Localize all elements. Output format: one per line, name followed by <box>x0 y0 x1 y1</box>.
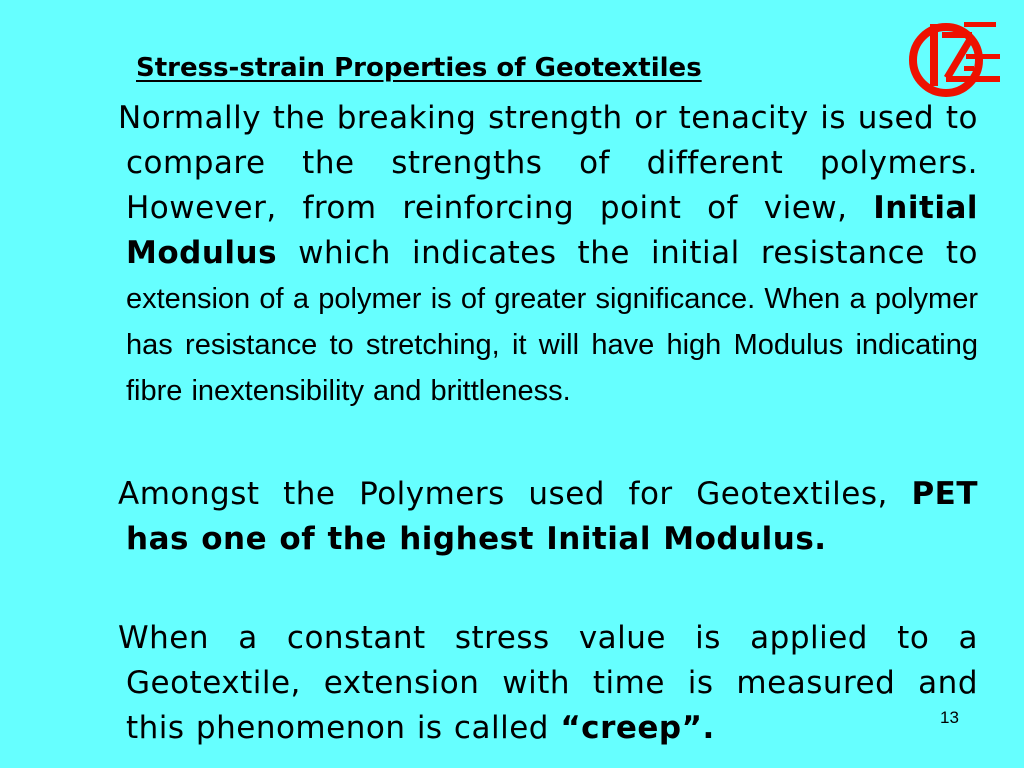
emphasis-initial-modulus: Initial Modulus <box>126 190 978 271</box>
paragraph-initial-modulus <box>118 96 978 414</box>
paragraph-text: Amongst the Polymers used for Geotextiles, <box>118 476 912 512</box>
paragraph-pet <box>118 472 978 562</box>
paragraph-creep <box>118 616 978 751</box>
paragraph-text: extension of a polymer is of greater significance. When a polymer has resistance to stretching, it will have high Modulus indicating fibre inextensibility and brittleness. <box>126 283 978 407</box>
paragraph-text: When a constant stress value is applied to a Geotextile, extension with time is measured and this phenomenon is called <box>118 620 978 746</box>
emphasis-pet: PET has one of the highest Initial Modulus. <box>126 476 978 557</box>
slide-title: Stress-strain Properties of Geotextiles <box>136 53 702 83</box>
lz-logo-icon <box>908 14 1004 104</box>
emphasis-creep: “creep”. <box>560 710 715 746</box>
paragraph-text: which indicates the initial resistance to <box>277 235 978 271</box>
paragraph-text: Normally the breaking strength or tenacity is used to compare the strengths of different polymers. However, from reinforcing point of view, <box>118 100 978 226</box>
page-number: 13 <box>940 708 959 727</box>
